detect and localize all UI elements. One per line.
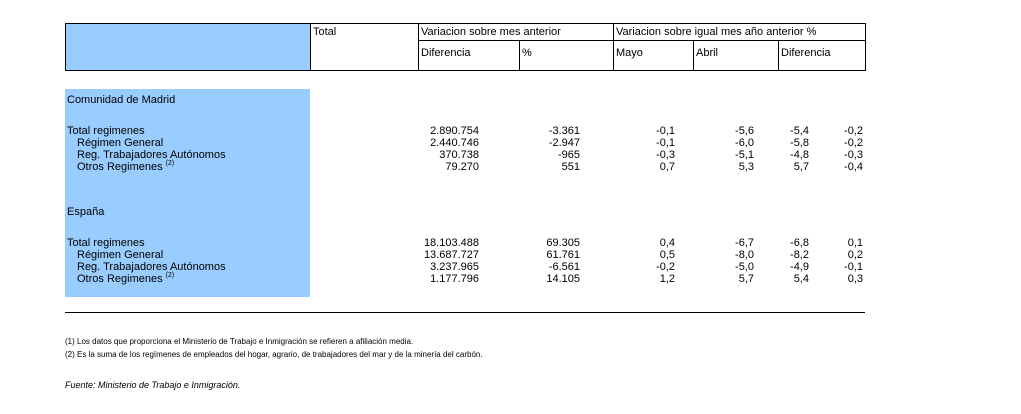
cell-mayo: -8,0 (735, 249, 754, 261)
cell-abril: 5,4 (793, 273, 809, 285)
cell-diferencia: 61.761 (546, 249, 580, 261)
cell-diferencia: -6.561 (548, 261, 580, 273)
cell-diferencia-2: -0,4 (844, 161, 863, 173)
table-row (65, 125, 865, 137)
header-vrule (519, 40, 520, 71)
cell-diferencia: -2.947 (548, 137, 580, 149)
cell-diferencia: -965 (557, 149, 580, 161)
table-row (65, 161, 865, 173)
header-vrule (865, 23, 866, 71)
header-mid-rule (418, 40, 865, 41)
source-note: Fuente: Ministerio de Trabajo e Inmigración. (65, 380, 241, 390)
cell-abril: -8,2 (790, 249, 809, 261)
cell-total: 2.890.754 (430, 125, 479, 137)
cell-abril: -5,8 (790, 137, 809, 149)
cell-diferencia-2: -0,2 (844, 137, 863, 149)
table-row (65, 249, 865, 261)
header-top-rule (65, 23, 865, 24)
cell-pct: -0,1 (656, 125, 675, 137)
cell-mayo: -6,7 (735, 237, 754, 249)
cell-diferencia-2: 0,1 (847, 237, 863, 249)
cell-mayo: -5,6 (735, 125, 754, 137)
section-title-text: España (67, 206, 105, 218)
footnote-2: (2) Es la suma de los regímenes de empleados del hogar, agrario, de trabajadores del mar y de la minería del carbón. (65, 350, 483, 359)
cell-diferencia-2: -0,2 (844, 125, 863, 137)
header-pct: % (522, 47, 532, 59)
row-label-text: Otros Regimenes (77, 273, 163, 285)
cell-total: 1.177.796 (430, 273, 479, 285)
row-label-text: Otros Regimenes (77, 161, 163, 173)
cell-pct: 0,5 (659, 249, 675, 261)
table-row (65, 273, 865, 285)
row-label (77, 273, 174, 285)
row-label (77, 161, 174, 173)
cell-abril: -5,4 (790, 125, 809, 137)
cell-total: 370.738 (439, 149, 479, 161)
header-vrule (778, 40, 779, 71)
cell-abril: -6,8 (790, 237, 809, 249)
table-row (65, 261, 865, 273)
header-diferencia: Diferencia (421, 47, 471, 59)
table-row (65, 137, 865, 149)
cell-pct: 1,2 (659, 273, 675, 285)
cell-total: 3.237.965 (430, 261, 479, 273)
header-vrule (65, 23, 66, 71)
header-vrule (310, 23, 311, 71)
cell-abril: 5,7 (793, 161, 809, 173)
cell-diferencia-2: 0,3 (847, 273, 863, 285)
cell-abril: -4,8 (790, 149, 809, 161)
cell-mayo: 5,3 (738, 161, 754, 173)
row-label: Total regimenes (67, 237, 145, 249)
row-label: Reg. Trabajadores Autónomos (77, 261, 226, 273)
cell-diferencia-2: -0,1 (844, 261, 863, 273)
cell-diferencia: 69.305 (546, 237, 580, 249)
row-label: Total regimenes (67, 125, 145, 137)
cell-mayo: -5,1 (735, 149, 754, 161)
header-mayo: Mayo (616, 47, 643, 59)
cell-total: 79.270 (445, 161, 479, 173)
footnote-1: (1) Los datos que proporciona el Ministerio de Trabajo e Inmigración se refieren a afiliación media. (65, 337, 414, 346)
cell-mayo: 5,7 (738, 273, 754, 285)
header-var-mes-anterior: Variacion sobre mes anterior (421, 26, 561, 38)
header-abril: Abril (696, 47, 719, 59)
row-label: Reg. Trabajadores Autónomos (77, 149, 226, 161)
header-total: Total (313, 26, 337, 38)
cell-pct: 0,4 (659, 237, 675, 249)
header-bottom-rule (65, 70, 865, 71)
cell-diferencia: 14.105 (546, 273, 580, 285)
table-row (65, 149, 865, 161)
footnote-ref: (2) (165, 272, 175, 279)
cell-pct: -0,3 (656, 149, 675, 161)
table-bottom-rule (65, 312, 865, 313)
cell-total: 2.440.746 (430, 137, 479, 149)
section-title-text: Comunidad de Madrid (67, 94, 176, 106)
cell-pct: -0,1 (656, 137, 675, 149)
header-vrule (613, 23, 614, 71)
row-label: Régimen General (77, 137, 164, 149)
cell-pct: 0,7 (659, 161, 675, 173)
cell-diferencia-2: -0,3 (844, 149, 863, 161)
header-vrule (418, 23, 419, 71)
footnote-ref: (2) (165, 160, 175, 167)
cell-abril: -4,9 (790, 261, 809, 273)
cell-mayo: -5,0 (735, 261, 754, 273)
cell-total: 13.687.727 (423, 249, 479, 261)
cell-diferencia: 551 (561, 161, 580, 173)
header-var-igual-mes: Variacion sobre igual mes año anterior % (616, 26, 817, 38)
header-stub (65, 24, 310, 70)
header-vrule (693, 40, 694, 71)
row-label: Régimen General (77, 249, 164, 261)
cell-total: 18.103.488 (423, 237, 479, 249)
table-row (65, 237, 865, 249)
header-diferencia-2: Diferencia (781, 47, 831, 59)
cell-pct: -0,2 (656, 261, 675, 273)
cell-diferencia-2: 0,2 (847, 249, 863, 261)
cell-diferencia: -3.361 (548, 125, 580, 137)
cell-mayo: -6,0 (735, 137, 754, 149)
